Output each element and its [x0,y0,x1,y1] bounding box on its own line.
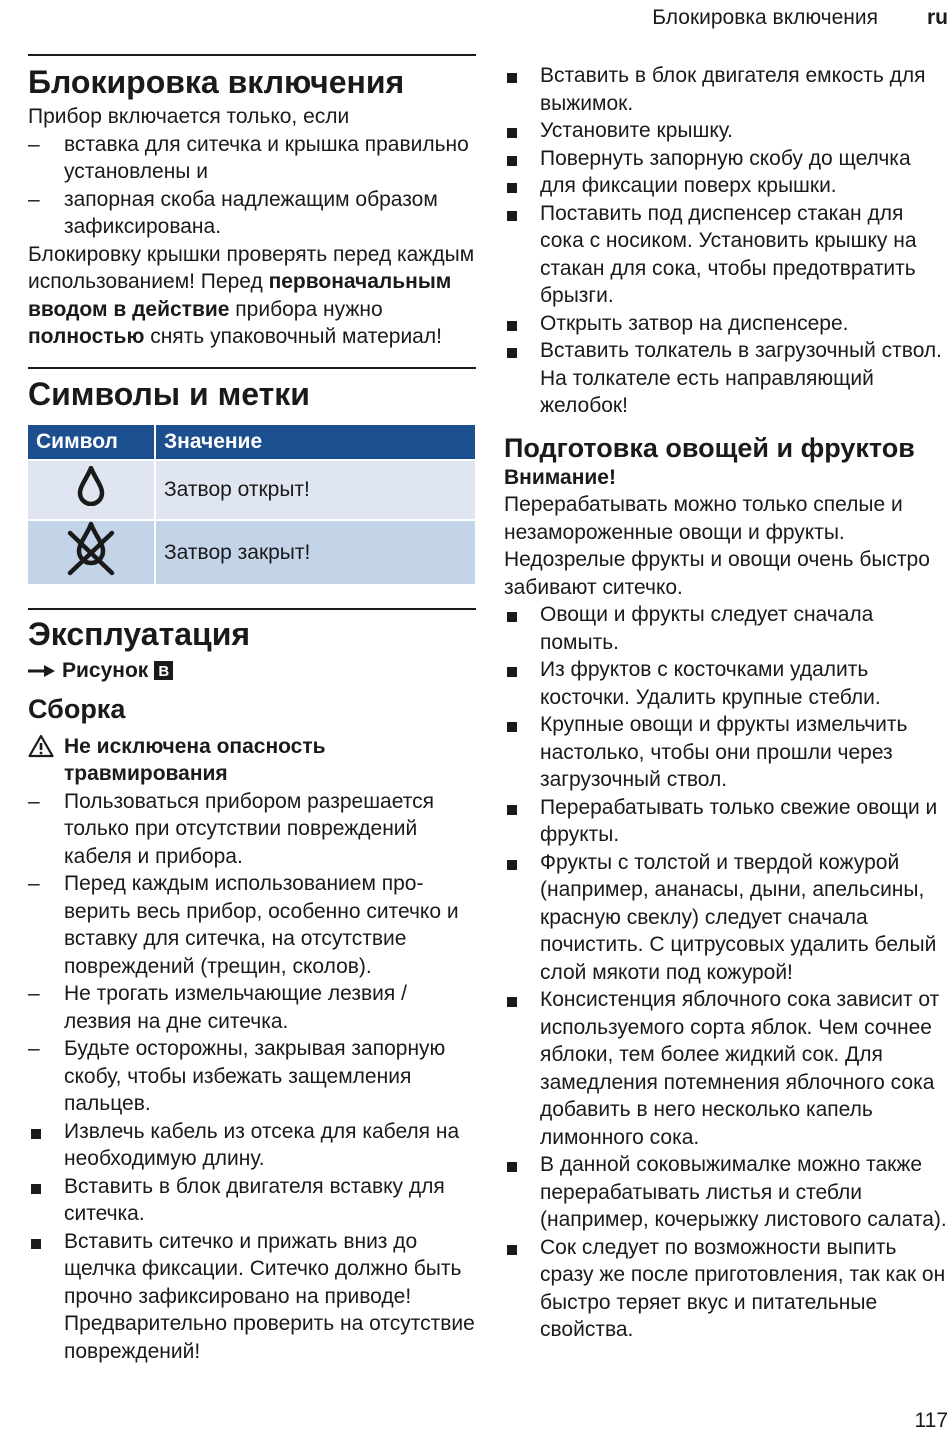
warning-title: Не исключена опасность травмирования [64,734,326,785]
list-item: Вставить в блок двигателя емкость для выжимок. [504,62,950,117]
meaning-cell: Затвор открыт! [156,461,475,519]
section-rule [28,54,476,56]
column-header-meaning: Значение [156,425,475,459]
drop-open-icon [28,461,154,519]
list-item: Овощи и фрукты следует сначала помыть. [504,601,950,656]
left-column [28,0,476,1365]
figure-reference [28,657,476,685]
list-item: Консистенция яблочного сока зависит от используемого сорта яблок. Чем сочнее яблоки, тем более жидкий сок. Для замедления потемнения яблочного сока добавить в него несколько капель лимонного сока. [504,986,950,1151]
lock-intro: Прибор включается только, если [28,105,350,128]
warning-block [28,733,476,788]
running-title: Блокировка включения [652,6,878,29]
drop-closed-icon [28,521,154,585]
list-item: Вставить ситечко и прижать вниз до щелчка фиксации. Ситечко должно быть прочно зафиксировано на приводе! Предварительно проверить на отсутствие повреждений! [28,1228,476,1366]
arrow-right-icon [28,664,56,678]
list-item: – запорная скоба надлежащим образом зафиксирована. [28,186,476,241]
list-item: Сок следует по возможности выпить сразу же после приготовления, так как он быстро теряет вкус и питательные свойства. [504,1234,950,1344]
figure-letter: B [154,661,173,680]
page-number: 117 [914,1409,948,1432]
list-item: – Будьте осторожны, закрывая запорную скобу, чтобы избежать защемления пальцев. [28,1035,476,1118]
right-column [504,0,950,1344]
prep-list [504,601,950,1344]
list-item: Вставить в блок двигателя вставку для ситечка. [28,1173,476,1228]
list-item: Перерабатывать только свежие овощи и фрукты. [504,794,950,849]
warning-triangle-icon [28,734,54,758]
lock-check-text: Блокировку крышки проверять перед каждым использованием! Перед первоначальным вводом в действие прибора нужно полностью снять упаковочный материал! [28,242,475,348]
figure-label: Рисунок [62,659,149,682]
list-item: Вставить толкатель в загрузочный ствол. На толкателе есть направляющий желобок! [504,337,950,420]
section-heading-lock: Блокировка включения [28,64,405,100]
list-item: Поставить под диспенсер стакан для сока с носиком. Установить крышку на стакан для сока, чтобы предотвратить брызги. [504,200,950,310]
list-item: Повернуть запорную скобу до щелчка [504,145,950,173]
table-header-row [28,425,475,459]
assembly-steps-right [504,62,950,420]
attention-label: Внимание! [504,465,616,489]
section-rule [28,608,476,610]
list-item: – Перед каждым использованием проверить весь прибор, особенно ситечко и вставку для ситечка, на отсутствие повреждений (трещин, сколов). [28,870,476,980]
list-item: Извлечь кабель из отсека для кабеля на необходимую длину. [28,1118,476,1173]
list-item: Открыть затвор на диспенсере. [504,310,950,338]
list-item: для фиксации поверх крышки. [504,172,950,200]
language-code: ru [927,6,948,29]
subheading-prep: Подготовка овощей и фруктов [504,432,915,463]
table-row [28,461,475,519]
prep-text: Перерабатывать можно только спелые и незамороженные овощи и фрукты. Недозрелые фрукты и овощи очень быстро забивают ситечко. [504,493,930,599]
meaning-cell: Затвор закрыт! [156,521,475,585]
subheading-assembly: Сборка [28,693,126,724]
list-item: Из фруктов с косточками удалить косточки. Удалить крупные стебли. [504,656,950,711]
list-item: Фрукты с толстой и твердой кожурой (например, ананасы, дыни, апельсины, красную свеклу) следует сначала почистить. С цитрусовых удалить белый слой мякоти под кожурой! [504,849,950,987]
list-item: Крупные овощи и фрукты измельчить настолько, чтобы они прошли через загрузочный ствол. [504,711,950,794]
section-rule [28,367,476,369]
assembly-steps-left [28,1118,476,1366]
section-heading-operation: Эксплуатация [28,616,251,652]
column-header-symbol: Символ [28,425,154,459]
list-item: Установите крышку. [504,117,950,145]
list-item: – вставка для ситечка и крышка правильно установлены и [28,131,476,186]
list-item: – Пользоваться прибором разрешается только при отсутствии повреждений кабеля и прибора. [28,788,476,871]
list-item: В данной соковыжималке можно также перерабатывать листья и стебли (например, кочерыжку листового салата). [504,1151,950,1234]
lock-conditions [28,131,476,241]
symbols-table [26,423,477,587]
list-item: – Не трогать измельчающие лезвия / лезвия на дне ситечка. [28,980,476,1035]
warning-list [28,788,476,1118]
section-heading-symbols: Символы и метки [28,375,310,412]
table-row [28,521,475,585]
